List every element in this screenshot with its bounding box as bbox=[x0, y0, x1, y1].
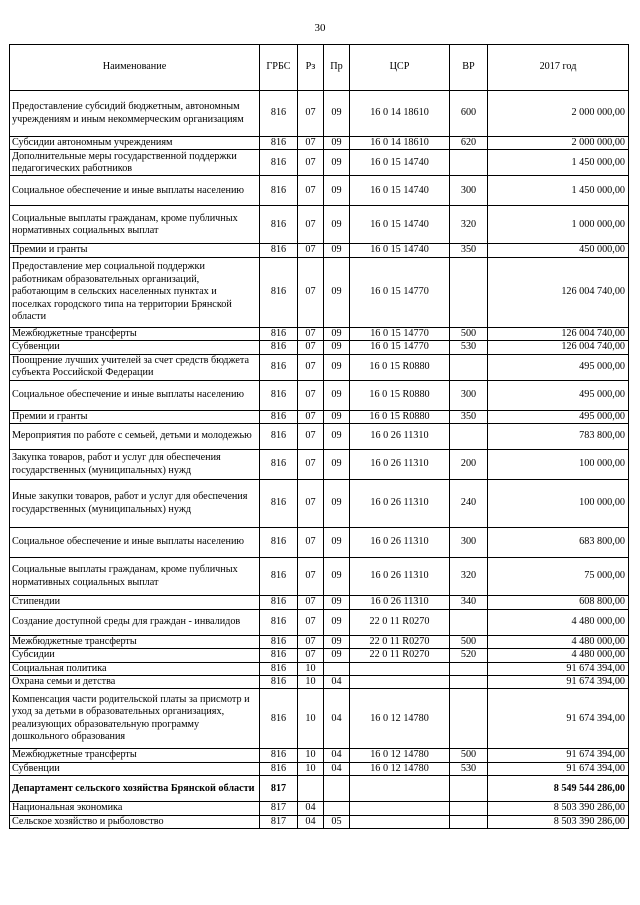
table-row bbox=[10, 176, 629, 206]
cell-grbs: 816 bbox=[260, 689, 298, 749]
cell-rz: 07 bbox=[298, 380, 324, 410]
cell-vr bbox=[450, 802, 488, 815]
cell-name: Национальная экономика bbox=[10, 802, 260, 815]
cell-name: Предоставление мер социальной поддержки работникам образовательных организаций, работающим в сельских населенных пунктах и поселках городского типа на территории Брянской области bbox=[10, 257, 260, 327]
cell-rz: 07 bbox=[298, 327, 324, 340]
cell-rz: 07 bbox=[298, 410, 324, 423]
table-row bbox=[10, 206, 629, 244]
cell-rz: 07 bbox=[298, 244, 324, 257]
cell-pr: 09 bbox=[324, 609, 350, 635]
cell-amount: 126 004 740,00 bbox=[488, 327, 629, 340]
cell-pr bbox=[324, 802, 350, 815]
cell-csr bbox=[350, 662, 450, 675]
cell-name: Премии и гранты bbox=[10, 410, 260, 423]
table-header-row bbox=[10, 45, 629, 91]
cell-rz: 04 bbox=[298, 815, 324, 828]
cell-grbs: 816 bbox=[260, 137, 298, 150]
table-row bbox=[10, 480, 629, 528]
cell-pr: 09 bbox=[324, 635, 350, 648]
cell-grbs: 816 bbox=[260, 150, 298, 176]
table-row bbox=[10, 257, 629, 327]
table-row bbox=[10, 410, 629, 423]
cell-csr: 16 0 26 11310 bbox=[350, 528, 450, 558]
cell-amount: 100 000,00 bbox=[488, 450, 629, 480]
cell-amount: 1 000 000,00 bbox=[488, 206, 629, 244]
cell-rz: 07 bbox=[298, 480, 324, 528]
cell-vr: 300 bbox=[450, 176, 488, 206]
cell-pr: 09 bbox=[324, 558, 350, 596]
cell-rz: 04 bbox=[298, 802, 324, 815]
cell-name: Социальные выплаты гражданам, кроме публичных нормативных социальных выплат bbox=[10, 206, 260, 244]
cell-pr: 09 bbox=[324, 244, 350, 257]
cell-grbs: 816 bbox=[260, 480, 298, 528]
cell-amount: 4 480 000,00 bbox=[488, 609, 629, 635]
cell-csr: 16 0 15 R0880 bbox=[350, 354, 450, 380]
cell-grbs: 816 bbox=[260, 609, 298, 635]
header-name: Наименование bbox=[10, 45, 260, 91]
cell-rz: 07 bbox=[298, 176, 324, 206]
table-row bbox=[10, 528, 629, 558]
cell-vr: 500 bbox=[450, 749, 488, 762]
cell-vr bbox=[450, 662, 488, 675]
cell-name: Создание доступной среды для граждан - инвалидов bbox=[10, 609, 260, 635]
cell-grbs: 816 bbox=[260, 206, 298, 244]
cell-amount: 8 549 544 286,00 bbox=[488, 776, 629, 802]
cell-rz: 07 bbox=[298, 206, 324, 244]
cell-csr: 16 0 26 11310 bbox=[350, 450, 450, 480]
cell-amount: 8 503 390 286,00 bbox=[488, 815, 629, 828]
table-row bbox=[10, 424, 629, 450]
cell-csr bbox=[350, 776, 450, 802]
cell-grbs: 816 bbox=[260, 380, 298, 410]
cell-rz: 07 bbox=[298, 150, 324, 176]
cell-vr bbox=[450, 257, 488, 327]
cell-name: Субсидии bbox=[10, 649, 260, 662]
table-row bbox=[10, 649, 629, 662]
cell-name: Премии и гранты bbox=[10, 244, 260, 257]
cell-amount: 450 000,00 bbox=[488, 244, 629, 257]
cell-vr: 300 bbox=[450, 380, 488, 410]
table-row bbox=[10, 776, 629, 802]
table-row bbox=[10, 802, 629, 815]
cell-name: Социальное обеспечение и иные выплаты населению bbox=[10, 176, 260, 206]
cell-rz: 10 bbox=[298, 749, 324, 762]
cell-amount: 4 480 000,00 bbox=[488, 635, 629, 648]
cell-csr: 16 0 26 11310 bbox=[350, 596, 450, 609]
cell-rz: 07 bbox=[298, 91, 324, 137]
cell-csr bbox=[350, 802, 450, 815]
header-grbs: ГРБС bbox=[260, 45, 298, 91]
cell-pr: 04 bbox=[324, 689, 350, 749]
cell-grbs: 816 bbox=[260, 354, 298, 380]
cell-vr bbox=[450, 776, 488, 802]
cell-pr bbox=[324, 662, 350, 675]
cell-rz: 07 bbox=[298, 635, 324, 648]
header-pr: Пр bbox=[324, 45, 350, 91]
cell-pr: 09 bbox=[324, 480, 350, 528]
cell-name: Иные закупки товаров, работ и услуг для обеспечения государственных (муниципальных) нужд bbox=[10, 480, 260, 528]
cell-vr bbox=[450, 689, 488, 749]
cell-amount: 1 450 000,00 bbox=[488, 150, 629, 176]
cell-pr: 09 bbox=[324, 137, 350, 150]
cell-amount: 1 450 000,00 bbox=[488, 176, 629, 206]
table-row bbox=[10, 137, 629, 150]
cell-vr: 600 bbox=[450, 91, 488, 137]
cell-vr: 500 bbox=[450, 327, 488, 340]
cell-pr: 09 bbox=[324, 354, 350, 380]
cell-name: Социальное обеспечение и иные выплаты населению bbox=[10, 528, 260, 558]
cell-grbs: 817 bbox=[260, 802, 298, 815]
cell-rz: 10 bbox=[298, 762, 324, 775]
cell-grbs: 816 bbox=[260, 257, 298, 327]
cell-vr: 320 bbox=[450, 206, 488, 244]
cell-pr: 09 bbox=[324, 380, 350, 410]
cell-amount: 75 000,00 bbox=[488, 558, 629, 596]
cell-csr: 16 0 15 R0880 bbox=[350, 410, 450, 423]
cell-pr: 09 bbox=[324, 450, 350, 480]
cell-grbs: 816 bbox=[260, 244, 298, 257]
cell-csr: 16 0 14 18610 bbox=[350, 137, 450, 150]
cell-pr: 09 bbox=[324, 596, 350, 609]
cell-name: Субвенции bbox=[10, 762, 260, 775]
cell-name: Социальные выплаты гражданам, кроме публичных нормативных социальных выплат bbox=[10, 558, 260, 596]
cell-grbs: 816 bbox=[260, 675, 298, 688]
cell-grbs: 817 bbox=[260, 776, 298, 802]
cell-amount: 495 000,00 bbox=[488, 410, 629, 423]
cell-name: Межбюджетные трансферты bbox=[10, 635, 260, 648]
cell-rz: 07 bbox=[298, 450, 324, 480]
cell-vr: 500 bbox=[450, 635, 488, 648]
cell-rz: 07 bbox=[298, 341, 324, 354]
cell-grbs: 816 bbox=[260, 635, 298, 648]
cell-amount: 495 000,00 bbox=[488, 354, 629, 380]
table-row bbox=[10, 341, 629, 354]
cell-csr: 22 0 11 R0270 bbox=[350, 635, 450, 648]
cell-amount: 91 674 394,00 bbox=[488, 689, 629, 749]
cell-csr: 16 0 26 11310 bbox=[350, 424, 450, 450]
cell-grbs: 816 bbox=[260, 596, 298, 609]
table-row bbox=[10, 762, 629, 775]
cell-rz: 07 bbox=[298, 137, 324, 150]
cell-name: Поощрение лучших учителей за счет средств бюджета субъекта Российской Федерации bbox=[10, 354, 260, 380]
cell-grbs: 816 bbox=[260, 176, 298, 206]
cell-rz: 07 bbox=[298, 528, 324, 558]
cell-grbs: 816 bbox=[260, 450, 298, 480]
table-row bbox=[10, 450, 629, 480]
header-year: 2017 год bbox=[488, 45, 629, 91]
table-row bbox=[10, 749, 629, 762]
cell-pr: 09 bbox=[324, 410, 350, 423]
cell-name: Межбюджетные трансферты bbox=[10, 327, 260, 340]
cell-grbs: 816 bbox=[260, 91, 298, 137]
cell-vr: 530 bbox=[450, 341, 488, 354]
cell-grbs: 817 bbox=[260, 815, 298, 828]
cell-csr: 16 0 14 18610 bbox=[350, 91, 450, 137]
cell-amount: 91 674 394,00 bbox=[488, 762, 629, 775]
cell-amount: 495 000,00 bbox=[488, 380, 629, 410]
cell-grbs: 816 bbox=[260, 528, 298, 558]
cell-pr: 09 bbox=[324, 649, 350, 662]
cell-csr bbox=[350, 815, 450, 828]
cell-pr: 09 bbox=[324, 424, 350, 450]
cell-amount: 100 000,00 bbox=[488, 480, 629, 528]
cell-amount: 91 674 394,00 bbox=[488, 749, 629, 762]
cell-amount: 4 480 000,00 bbox=[488, 649, 629, 662]
cell-csr: 22 0 11 R0270 bbox=[350, 609, 450, 635]
cell-rz: 10 bbox=[298, 689, 324, 749]
cell-vr: 530 bbox=[450, 762, 488, 775]
cell-vr: 520 bbox=[450, 649, 488, 662]
cell-vr: 240 bbox=[450, 480, 488, 528]
cell-vr bbox=[450, 815, 488, 828]
cell-rz: 07 bbox=[298, 424, 324, 450]
cell-rz: 07 bbox=[298, 257, 324, 327]
cell-name: Субвенции bbox=[10, 341, 260, 354]
table-row bbox=[10, 596, 629, 609]
cell-pr: 09 bbox=[324, 327, 350, 340]
cell-amount: 2 000 000,00 bbox=[488, 91, 629, 137]
table-row bbox=[10, 150, 629, 176]
table-row bbox=[10, 244, 629, 257]
cell-amount: 126 004 740,00 bbox=[488, 341, 629, 354]
cell-name: Мероприятия по работе с семьей, детьми и молодежью bbox=[10, 424, 260, 450]
header-csr: ЦСР bbox=[350, 45, 450, 91]
header-rz: Рз bbox=[298, 45, 324, 91]
cell-csr: 16 0 12 14780 bbox=[350, 762, 450, 775]
table-row bbox=[10, 91, 629, 137]
cell-name: Дополнительные меры государственной поддержки педагогических работников bbox=[10, 150, 260, 176]
cell-csr bbox=[350, 675, 450, 688]
header-vr: ВР bbox=[450, 45, 488, 91]
cell-pr: 04 bbox=[324, 675, 350, 688]
cell-grbs: 816 bbox=[260, 410, 298, 423]
cell-rz: 07 bbox=[298, 609, 324, 635]
cell-grbs: 816 bbox=[260, 424, 298, 450]
cell-pr: 09 bbox=[324, 176, 350, 206]
table-row bbox=[10, 815, 629, 828]
cell-csr: 16 0 15 14740 bbox=[350, 150, 450, 176]
cell-pr: 05 bbox=[324, 815, 350, 828]
cell-vr: 620 bbox=[450, 137, 488, 150]
cell-vr: 350 bbox=[450, 410, 488, 423]
table-row bbox=[10, 380, 629, 410]
cell-vr: 200 bbox=[450, 450, 488, 480]
cell-rz bbox=[298, 776, 324, 802]
cell-pr: 09 bbox=[324, 91, 350, 137]
cell-pr: 09 bbox=[324, 206, 350, 244]
cell-rz: 07 bbox=[298, 558, 324, 596]
cell-csr: 16 0 26 11310 bbox=[350, 480, 450, 528]
table-row bbox=[10, 689, 629, 749]
cell-rz: 07 bbox=[298, 354, 324, 380]
cell-name: Межбюджетные трансферты bbox=[10, 749, 260, 762]
cell-name: Стипендии bbox=[10, 596, 260, 609]
cell-csr: 22 0 11 R0270 bbox=[350, 649, 450, 662]
cell-name: Социальная политика bbox=[10, 662, 260, 675]
page-number: 30 bbox=[314, 22, 326, 34]
cell-vr: 320 bbox=[450, 558, 488, 596]
cell-name: Социальное обеспечение и иные выплаты населению bbox=[10, 380, 260, 410]
cell-amount: 91 674 394,00 bbox=[488, 675, 629, 688]
cell-rz: 07 bbox=[298, 596, 324, 609]
cell-rz: 07 bbox=[298, 649, 324, 662]
cell-vr bbox=[450, 354, 488, 380]
cell-csr: 16 0 15 14770 bbox=[350, 341, 450, 354]
cell-grbs: 816 bbox=[260, 662, 298, 675]
cell-csr: 16 0 26 11310 bbox=[350, 558, 450, 596]
cell-pr: 04 bbox=[324, 749, 350, 762]
cell-name: Компенсация части родительской платы за присмотр и уход за детьми в образовательных организациях, реализующих образовательную программу дошкольного образования bbox=[10, 689, 260, 749]
cell-pr: 04 bbox=[324, 762, 350, 775]
cell-name: Предоставление субсидий бюджетным, автономным учреждениям и иным некоммерческим организациям bbox=[10, 91, 260, 137]
cell-pr: 09 bbox=[324, 341, 350, 354]
table-row bbox=[10, 354, 629, 380]
cell-pr: 09 bbox=[324, 257, 350, 327]
cell-csr: 16 0 15 14740 bbox=[350, 244, 450, 257]
cell-csr: 16 0 15 14740 bbox=[350, 176, 450, 206]
cell-grbs: 816 bbox=[260, 558, 298, 596]
cell-csr: 16 0 15 14770 bbox=[350, 257, 450, 327]
cell-amount: 91 674 394,00 bbox=[488, 662, 629, 675]
cell-vr bbox=[450, 675, 488, 688]
cell-csr: 16 0 12 14780 bbox=[350, 689, 450, 749]
cell-csr: 16 0 15 14740 bbox=[350, 206, 450, 244]
cell-name: Закупка товаров, работ и услуг для обеспечения государственных (муниципальных) нужд bbox=[10, 450, 260, 480]
cell-name: Департамент сельского хозяйства Брянской области bbox=[10, 776, 260, 802]
cell-amount: 608 800,00 bbox=[488, 596, 629, 609]
cell-amount: 8 503 390 286,00 bbox=[488, 802, 629, 815]
cell-csr: 16 0 15 R0880 bbox=[350, 380, 450, 410]
cell-vr: 340 bbox=[450, 596, 488, 609]
cell-grbs: 816 bbox=[260, 327, 298, 340]
budget-table bbox=[9, 44, 629, 829]
cell-amount: 2 000 000,00 bbox=[488, 137, 629, 150]
table-row bbox=[10, 558, 629, 596]
table-row bbox=[10, 662, 629, 675]
cell-grbs: 816 bbox=[260, 649, 298, 662]
cell-pr: 09 bbox=[324, 528, 350, 558]
cell-vr: 350 bbox=[450, 244, 488, 257]
cell-pr: 09 bbox=[324, 150, 350, 176]
cell-name: Сельское хозяйство и рыболовство bbox=[10, 815, 260, 828]
cell-grbs: 816 bbox=[260, 749, 298, 762]
table-row bbox=[10, 327, 629, 340]
cell-vr bbox=[450, 609, 488, 635]
cell-rz: 10 bbox=[298, 675, 324, 688]
cell-name: Субсидии автономным учреждениям bbox=[10, 137, 260, 150]
cell-pr bbox=[324, 776, 350, 802]
cell-vr: 300 bbox=[450, 528, 488, 558]
cell-csr: 16 0 12 14780 bbox=[350, 749, 450, 762]
cell-amount: 783 800,00 bbox=[488, 424, 629, 450]
table-row bbox=[10, 675, 629, 688]
cell-vr bbox=[450, 424, 488, 450]
cell-vr bbox=[450, 150, 488, 176]
cell-amount: 126 004 740,00 bbox=[488, 257, 629, 327]
table-row bbox=[10, 635, 629, 648]
cell-csr: 16 0 15 14770 bbox=[350, 327, 450, 340]
cell-grbs: 816 bbox=[260, 762, 298, 775]
cell-grbs: 816 bbox=[260, 341, 298, 354]
cell-rz: 10 bbox=[298, 662, 324, 675]
table-row bbox=[10, 609, 629, 635]
cell-name: Охрана семьи и детства bbox=[10, 675, 260, 688]
cell-amount: 683 800,00 bbox=[488, 528, 629, 558]
